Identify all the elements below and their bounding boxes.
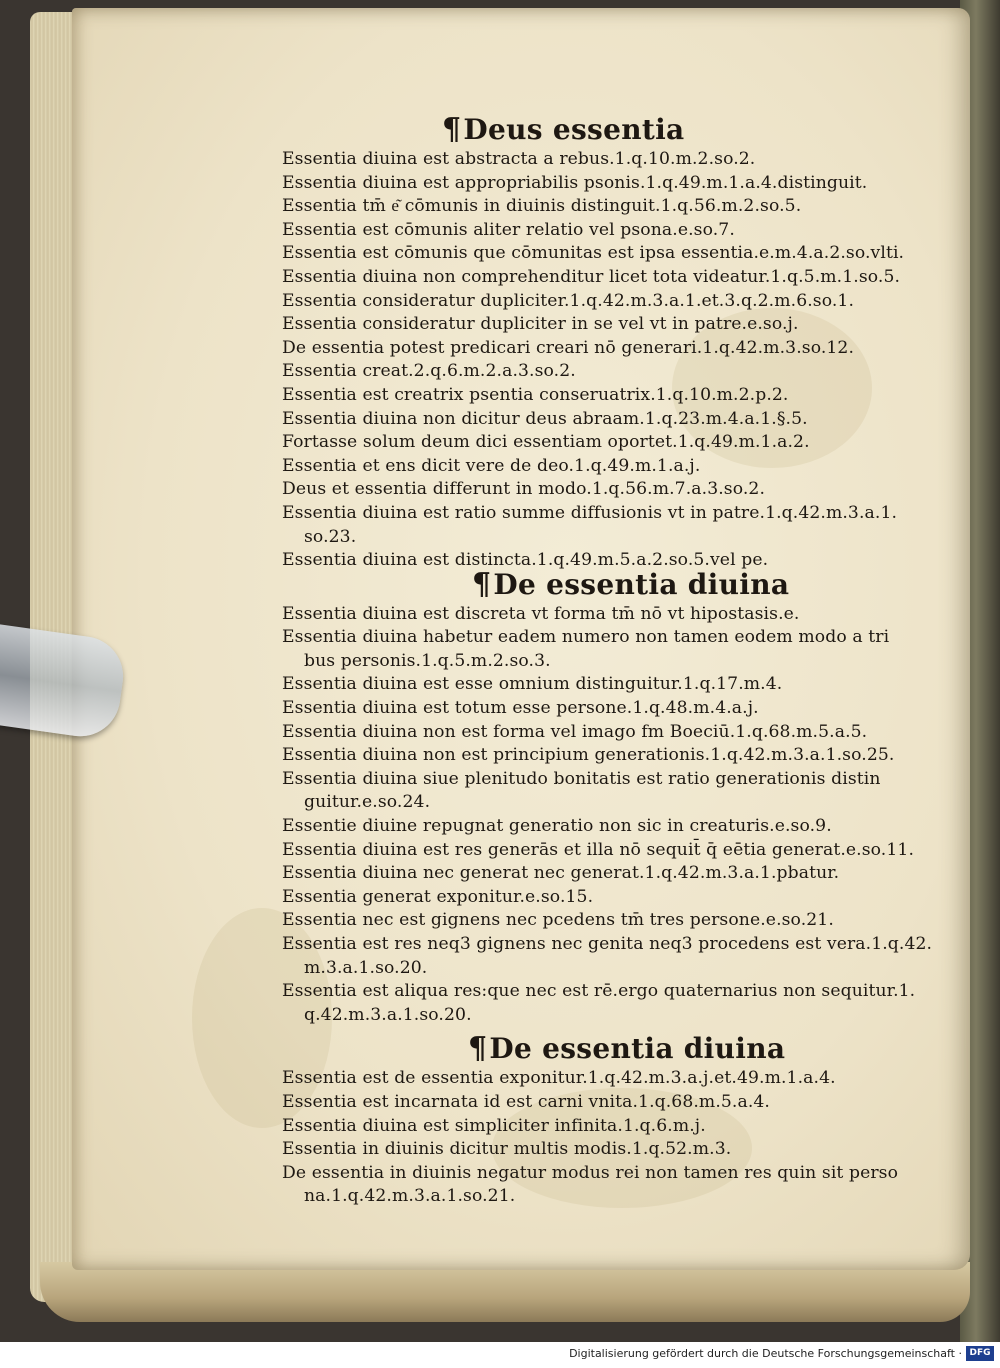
footer-bar	[0, 1342, 1000, 1368]
text-line: Essentia diuina est distincta.1.q.49.m.5.a.2.so.5.vel pe.	[282, 550, 769, 571]
pilcrow-mark: ¶	[468, 1031, 488, 1067]
text-line: Essentia diuina non est principium generationis.1.q.42.m.3.a.1.so.25.	[282, 745, 895, 766]
text-line: Essentia diuina non comprehenditur licet tota videatur.1.q.5.m.1.so.5.	[282, 266, 901, 287]
text-line: Essentia est cōmunis aliter relatio vel psona.e.so.7.	[282, 219, 735, 240]
section-heading-text: Deus essentia	[463, 113, 685, 146]
pilcrow-mark: ¶	[472, 566, 492, 602]
text-line: Essentie diuine repugnat generatio non sic in creaturis.e.so.9.	[282, 816, 832, 837]
text-line: Essentia est res neq3 gignens nec genita neq3 procedens est vera.1.q.42.	[282, 934, 933, 954]
text-line: Essentia est cōmunis que cōmunitas est ipsa essentia.e.m.4.a.2.so.vlti.	[282, 243, 905, 264]
text-line: Essentia diuina non dicitur deus abraam.1.q.23.m.4.a.1.§.5.	[282, 408, 808, 429]
text-line: so.23.	[304, 526, 357, 547]
text-line: Essentia consideratur dupliciter.1.q.42.m.3.a.1.et.3.q.2.m.6.so.1.	[282, 290, 855, 311]
text-line: Essentia et ens dicit vere de deo.1.q.49.m.1.a.j.	[282, 455, 701, 476]
text-line: bus personis.1.q.5.m.2.so.3.	[304, 650, 551, 671]
text-line: Essentia nec est gignens nec pcedens tm̄ tres persone.e.so.21.	[282, 910, 834, 931]
text-line: guitur.e.so.24.	[304, 792, 431, 813]
text-line: Fortasse solum deum dici essentiam oportet.1.q.49.m.1.a.2.	[282, 432, 810, 453]
text-line: Essentia consideratur dupliciter in se vel vt in patre.e.so.j.	[282, 314, 799, 335]
text-line: Essentia diuina habetur eadem numero non tamen eodem modo a tri	[282, 627, 890, 648]
text-line: q.42.m.3.a.1.so.20.	[304, 1004, 472, 1025]
text-line: Essentia diuina est simpliciter infinita.1.q.6.m.j.	[282, 1115, 706, 1136]
text-line: Essentia est creatrix psentia conseruatrix.1.q.10.m.2.p.2.	[282, 384, 789, 405]
section-heading-text: De essentia diuina	[493, 567, 790, 601]
text-line: Essentia diuina non est forma vel imago fm Boeciū.1.q.68.m.5.a.5.	[282, 721, 868, 742]
page-text	[282, 112, 933, 1209]
section-heading	[282, 1031, 910, 1067]
section-heading-text: De essentia diuina	[489, 1032, 786, 1066]
text-line: Essentia diuina est abstracta a rebus.1.q.10.m.2.so.2.	[282, 149, 756, 169]
page-bottom-edge	[40, 1262, 970, 1322]
text-line: Essentia est aliqua res:que nec est rē.ergo quaternarius non sequitur.1.	[282, 981, 916, 1002]
text-line: m.3.a.1.so.20.	[304, 957, 428, 978]
text-line: Essentia diuina est appropriabilis psonis.1.q.49.m.1.a.4.distinguit.	[282, 172, 868, 193]
text-line: Essentia in diuinis dicitur multis modis.1.q.52.m.3.	[282, 1139, 732, 1160]
text-line: Deus et essentia differunt in modo.1.q.56.m.7.a.3.so.2.	[282, 479, 766, 500]
text-line: De essentia in diuinis negatur modus rei non tamen res quin sit perso	[282, 1162, 899, 1183]
text-line: na.1.q.42.m.3.a.1.so.21.	[304, 1186, 516, 1207]
pilcrow-mark: ¶	[442, 112, 462, 147]
footer-credit: Digitalisierung gefördert durch die Deutsche Forschungsgemeinschaft ·	[569, 1347, 962, 1360]
text-line: Essentia diuina siue plenitudo bonitatis est ratio generationis distin	[282, 768, 881, 789]
text-line: Essentia generat exponitur.e.so.15.	[282, 886, 594, 907]
text-line: Essentia est incarnata id est carni vnita.1.q.68.m.5.a.4.	[282, 1091, 770, 1112]
text-line: De essentia potest predicari creari nō generari.1.q.42.m.3.so.12.	[282, 337, 855, 358]
dfg-logo: DFG	[966, 1346, 994, 1361]
text-line: Essentia est de essentia exponitur.1.q.42.m.3.a.j.et.49.m.1.a.4.	[282, 1068, 836, 1089]
text-line: Essentia diuina est totum esse persone.1.q.48.m.4.a.j.	[282, 698, 759, 719]
section-heading	[282, 112, 910, 148]
text-line: Essentia diuina est discreta vt forma tm̄ nō vt hipostasis.e.	[282, 603, 800, 624]
text-line: Essentia diuina est res generās et illa nō sequit̄ q̄ eētia generat.e.so.11.	[282, 839, 915, 860]
text-line: Essentia diuina est esse omnium distinguitur.1.q.17.m.4.	[282, 674, 783, 695]
text-line: Essentia diuina est ratio summe diffusionis vt in patre.1.q.42.m.3.a.1.	[282, 502, 898, 523]
text-line: Essentia creat.2.q.6.m.2.a.3.so.2.	[282, 361, 576, 382]
text-line: Essentia diuina nec generat nec generat.1.q.42.m.3.a.1.pbatur.	[282, 863, 840, 884]
text-line: Essentia tm̄ e͂ cōmunis in diuinis distinguit.1.q.56.m.2.so.5.	[282, 196, 802, 217]
